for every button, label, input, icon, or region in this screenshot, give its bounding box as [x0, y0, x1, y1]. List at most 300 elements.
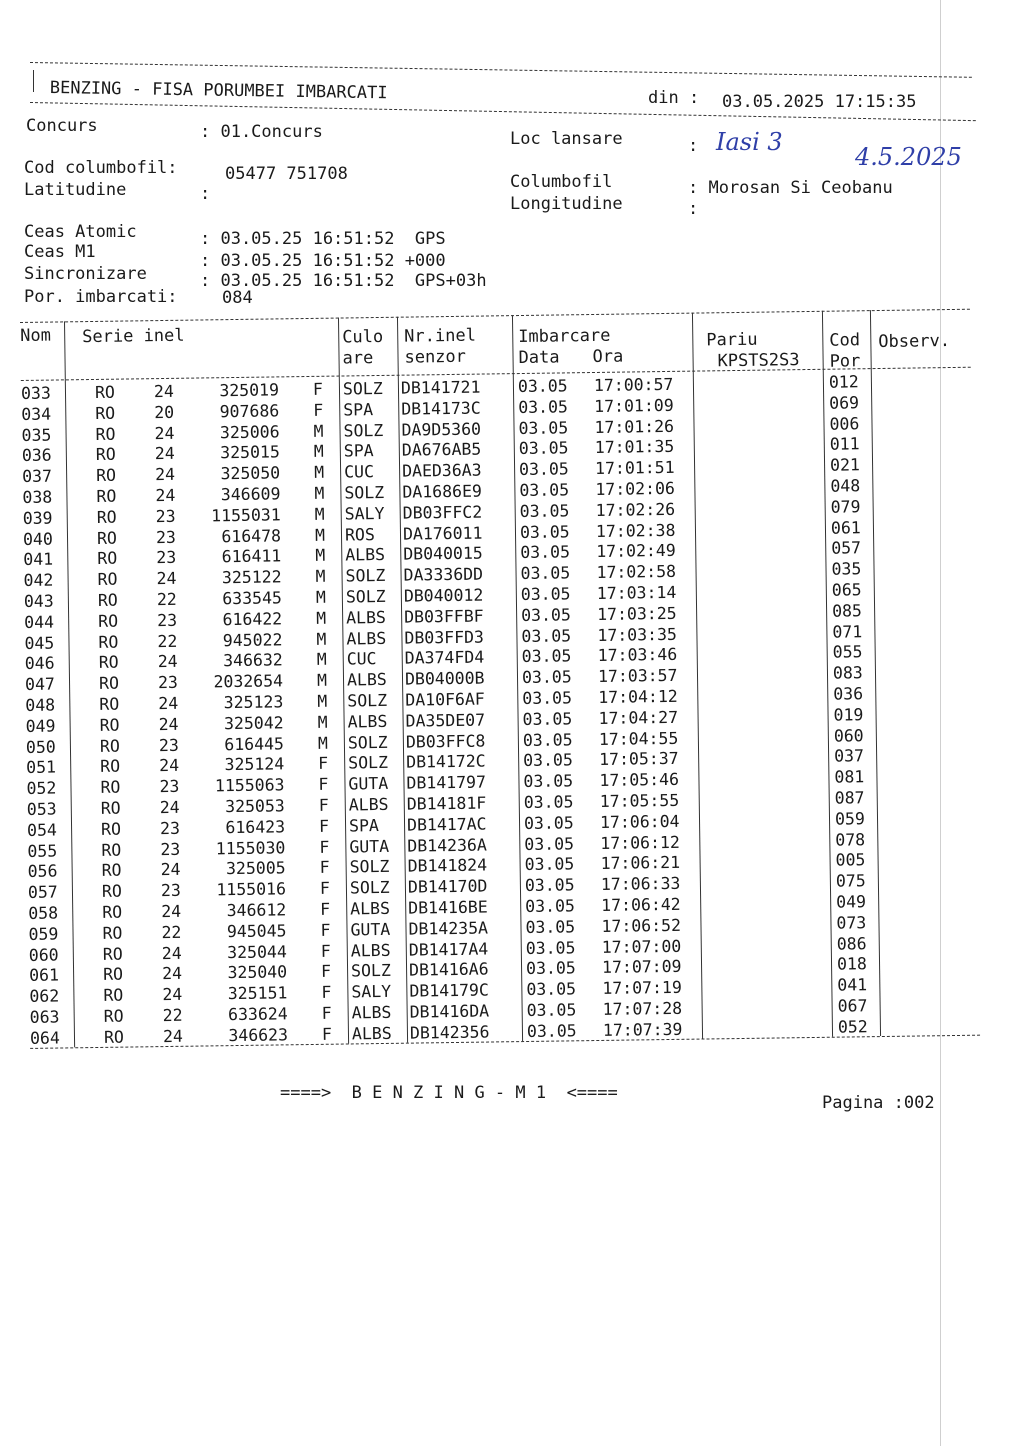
- row-ring-number: 633624: [227, 1004, 288, 1025]
- row-sensor: DB040012: [403, 585, 484, 606]
- row-sex: M: [316, 608, 327, 628]
- row-date: 03.05: [521, 625, 572, 646]
- row-color: SOLZ: [349, 878, 390, 898]
- print-date-value: 03.05.2025 17:15:35: [722, 92, 917, 112]
- row-nom: 035: [21, 425, 52, 445]
- row-nom: 061: [28, 965, 60, 986]
- row-sensor: DB03FFC2: [402, 502, 483, 523]
- footer-banner: ====> B E N Z I N G - M 1 <====: [280, 1083, 618, 1103]
- row-time: 17:03:46: [597, 645, 678, 666]
- row-nom: 048: [25, 695, 56, 715]
- columbofil-label: Columbofil: [510, 172, 613, 192]
- row-sensor: DA176011: [402, 523, 483, 544]
- row-year: 23: [156, 548, 177, 568]
- row-country: RO: [98, 653, 119, 673]
- row-color: SOLZ: [342, 378, 383, 399]
- row-country: RO: [95, 445, 116, 465]
- row-date: 03.05: [523, 813, 574, 833]
- ceas-atomic-label: Ceas Atomic: [24, 222, 137, 242]
- row-nom: 055: [27, 841, 58, 861]
- row-ring-number: 325042: [223, 713, 284, 733]
- row-year: 23: [160, 839, 181, 859]
- row-color: ALBS: [347, 711, 388, 732]
- row-date: 03.05: [522, 729, 573, 750]
- row-year: 22: [162, 1005, 183, 1026]
- row-nom: 045: [24, 633, 55, 653]
- row-nom: 060: [28, 945, 59, 965]
- row-sensor: DAED36A3: [401, 460, 482, 481]
- row-color: ALBS: [351, 1002, 392, 1023]
- row-time: 17:04:27: [598, 707, 679, 728]
- row-country: RO: [99, 694, 120, 714]
- row-year: 24: [159, 756, 180, 776]
- row-cod-por: 036: [833, 684, 864, 704]
- row-country: RO: [103, 1006, 124, 1026]
- row-year: 20: [154, 402, 175, 422]
- row-nom: 051: [26, 757, 57, 778]
- latitudine-sep: :: [200, 184, 211, 204]
- col-header-ora: Ora: [592, 346, 624, 368]
- row-time: 17:02:58: [596, 562, 677, 583]
- row-time: 17:07:00: [601, 936, 682, 957]
- row-country: RO: [98, 673, 120, 694]
- row-sensor: DA9D5360: [401, 419, 482, 440]
- row-time: 17:05:55: [599, 790, 680, 811]
- row-year: 22: [157, 631, 178, 651]
- row-color: GUTA: [349, 836, 390, 857]
- row-sensor: DB03FFD3: [404, 627, 485, 648]
- row-time: 17:01:51: [594, 458, 675, 479]
- row-sensor: DB04000B: [404, 668, 485, 689]
- row-sensor: DB1417A4: [408, 939, 489, 960]
- row-sex: M: [313, 421, 324, 441]
- row-sensor: DB141721: [400, 377, 481, 398]
- col-header-observ: Observ.: [878, 331, 951, 353]
- row-cod-por: 048: [830, 476, 861, 496]
- row-nom: 043: [23, 591, 54, 611]
- row-country: RO: [100, 777, 121, 798]
- row-cod-por: 018: [836, 954, 867, 975]
- row-color: ALBS: [350, 898, 391, 919]
- row-country: RO: [100, 798, 121, 818]
- row-country: RO: [97, 590, 118, 610]
- row-time: 17:02:26: [595, 499, 676, 520]
- row-year: 23: [155, 527, 177, 547]
- row-color: SPA: [343, 399, 374, 420]
- row-ring-number: 616478: [221, 525, 282, 546]
- row-sex: M: [316, 670, 328, 691]
- col-header-serie: Serie inel: [82, 325, 185, 348]
- row-year: 24: [160, 860, 181, 880]
- row-color: SOLZ: [344, 482, 385, 503]
- row-cod-por: 059: [834, 809, 865, 829]
- row-color: ALBS: [351, 1023, 392, 1044]
- row-time: 17:02:38: [595, 520, 676, 541]
- row-time: 17:03:25: [597, 603, 677, 624]
- row-color: SALY: [351, 982, 392, 1002]
- row-ring-number: 616423: [225, 817, 286, 837]
- row-cod-por: 041: [837, 975, 868, 995]
- row-color: SOLZ: [345, 586, 386, 607]
- row-country: RO: [98, 632, 119, 652]
- row-time: 17:06:04: [599, 811, 680, 832]
- row-time: 17:06:33: [600, 874, 681, 895]
- col-header-culo: Culo: [342, 326, 384, 348]
- row-date: 03.05: [523, 750, 573, 771]
- row-year: 24: [157, 652, 178, 672]
- row-sensor: DB14181F: [406, 793, 487, 814]
- row-ring-number: 616445: [224, 733, 285, 754]
- row-ring-number: 346609: [220, 484, 281, 505]
- row-country: RO: [99, 715, 120, 735]
- row-country: RO: [97, 549, 118, 569]
- row-sex: M: [313, 442, 324, 462]
- row-cod-por: 083: [832, 663, 863, 683]
- row-ring-number: 325006: [219, 421, 280, 442]
- row-ring-number: 1155030: [215, 837, 286, 858]
- row-color: SOLZ: [345, 566, 386, 586]
- row-color: SOLZ: [350, 961, 391, 981]
- row-nom: 064: [29, 1028, 60, 1048]
- row-date: 03.05: [523, 771, 574, 792]
- row-nom: 044: [24, 612, 55, 632]
- row-date: 03.05: [525, 896, 576, 917]
- columbofil-value: : Morosan Si Ceobanu: [688, 178, 893, 198]
- header-frame-left: [33, 70, 34, 92]
- ceas-m1-value: : 03.05.25 16:51:52 +000: [200, 251, 446, 271]
- row-sex: M: [315, 587, 326, 607]
- longitudine-sep: :: [688, 199, 699, 219]
- row-cod-por: 012: [828, 372, 859, 392]
- row-country: RO: [96, 486, 117, 506]
- row-country: RO: [99, 736, 120, 756]
- row-cod-por: 065: [831, 580, 862, 600]
- row-country: RO: [96, 507, 117, 527]
- row-sensor: DB14235A: [408, 918, 489, 939]
- row-cod-por: 006: [829, 413, 860, 434]
- row-sex: F: [318, 774, 329, 795]
- row-year: 24: [156, 569, 177, 589]
- row-sex: F: [320, 899, 331, 919]
- row-date: 03.05: [525, 958, 576, 979]
- row-color: ALBS: [345, 545, 386, 565]
- row-time: 17:05:46: [599, 770, 680, 791]
- row-country: RO: [101, 861, 122, 881]
- row-sex: F: [318, 816, 330, 836]
- row-country: RO: [102, 902, 123, 922]
- row-sensor: DB14173C: [401, 398, 481, 419]
- row-year: 23: [155, 506, 176, 526]
- row-country: RO: [102, 923, 123, 943]
- row-country: RO: [101, 840, 122, 860]
- col-header-cod: Cod: [829, 330, 861, 351]
- row-sensor: DB142356: [409, 1022, 490, 1043]
- loc-lansare-sep: :: [688, 136, 699, 156]
- row-ring-number: 346612: [226, 900, 287, 921]
- row-time: 17:05:37: [599, 749, 679, 770]
- handwritten-date: 4.5.2025: [855, 143, 962, 171]
- row-year: 24: [161, 901, 182, 922]
- sincronizare-label: Sincronizare: [24, 264, 147, 284]
- row-sex: F: [320, 920, 331, 940]
- row-cod-por: 060: [833, 725, 864, 746]
- col-header-nrinel: Nr.inel: [404, 325, 477, 347]
- row-year: 23: [157, 610, 178, 630]
- row-cod-por: 069: [829, 393, 860, 413]
- row-nom: 056: [27, 861, 58, 882]
- row-time: 17:01:09: [594, 395, 674, 416]
- row-date: 03.05: [522, 688, 573, 709]
- row-nom: 047: [24, 674, 56, 695]
- latitudine-label: Latitudine: [24, 180, 127, 200]
- row-color: GUTA: [350, 919, 391, 940]
- row-sensor: DA3336DD: [403, 564, 484, 585]
- row-cod-por: 085: [831, 601, 863, 621]
- row-year: 24: [161, 943, 182, 963]
- row-sex: F: [320, 941, 331, 961]
- row-sex: F: [319, 837, 330, 857]
- row-sex: F: [319, 878, 331, 899]
- row-time: 17:07:19: [602, 978, 682, 999]
- row-color: ALBS: [346, 670, 387, 690]
- row-time: 17:06:12: [600, 832, 680, 853]
- row-year: 24: [155, 485, 176, 506]
- row-cod-por: 052: [837, 1017, 868, 1037]
- row-time: 17:01:26: [594, 416, 675, 437]
- row-ring-number: 907686: [219, 401, 280, 422]
- ceas-atomic-value: : 03.05.25 16:51:52 GPS: [200, 229, 446, 249]
- concurs-value: : 01.Concurs: [200, 122, 323, 142]
- row-nom: 037: [22, 466, 53, 487]
- col-header-pariu: Pariu: [706, 329, 758, 351]
- row-color: SOLZ: [347, 690, 388, 711]
- row-nom: 058: [28, 903, 59, 923]
- row-color: SOLZ: [343, 420, 384, 441]
- row-sex: F: [320, 962, 332, 982]
- row-sensor: DA374FD4: [404, 647, 485, 669]
- row-sex: F: [321, 1003, 332, 1023]
- row-sex: F: [318, 754, 329, 774]
- row-year: 24: [162, 1026, 183, 1046]
- row-cod-por: 079: [830, 497, 861, 517]
- row-sensor: DB14170D: [407, 876, 488, 897]
- row-sex: F: [321, 982, 332, 1003]
- row-sex: M: [314, 525, 326, 545]
- row-date: 03.05: [518, 459, 569, 480]
- report-title: BENZING - FISA PORUMBEI IMBARCATI: [49, 78, 388, 104]
- row-cod-por: 055: [832, 642, 863, 663]
- row-nom: 054: [26, 820, 58, 840]
- row-ring-number: 346632: [223, 650, 283, 671]
- row-nom: 062: [29, 986, 60, 1007]
- row-nom: 034: [21, 404, 52, 424]
- row-country: RO: [94, 382, 115, 402]
- row-sex: M: [314, 504, 325, 524]
- row-nom: 063: [29, 1007, 60, 1027]
- row-year: 23: [159, 818, 181, 838]
- row-country: RO: [95, 424, 116, 444]
- row-time: 17:07:09: [601, 957, 682, 978]
- page-number: Pagina :002: [822, 1093, 935, 1113]
- row-country: RO: [96, 465, 117, 486]
- row-cod-por: 035: [831, 559, 862, 579]
- row-year: 22: [156, 589, 177, 610]
- row-ring-number: 325050: [220, 463, 281, 484]
- row-year: 24: [155, 465, 176, 485]
- por-imbarcati-value: 084: [222, 288, 253, 308]
- row-time: 17:03:14: [596, 582, 677, 603]
- cod-columbofil-value: 05477 751708: [225, 164, 348, 184]
- row-nom: 038: [22, 487, 53, 507]
- row-ring-number: 325053: [225, 796, 285, 817]
- row-sex: M: [316, 629, 327, 649]
- row-ring-number: 1155031: [211, 505, 281, 526]
- row-time: 17:02:49: [596, 541, 676, 562]
- col-header-senzor: senzor: [404, 346, 467, 368]
- row-ring-number: 2032654: [213, 671, 284, 692]
- row-sex: F: [312, 379, 324, 399]
- row-time: 17:04:55: [598, 728, 679, 749]
- row-date: 03.05: [523, 792, 574, 813]
- row-sensor: DA10F6AF: [405, 689, 485, 710]
- row-color: CUC: [346, 649, 377, 669]
- longitudine-label: Longitudine: [510, 194, 623, 214]
- row-sensor: DA676AB5: [401, 439, 482, 461]
- row-date: 03.05: [525, 917, 576, 937]
- row-date: 03.05: [526, 1021, 577, 1041]
- col-header-por: Por: [829, 351, 861, 372]
- row-ring-number: 1155063: [214, 775, 285, 796]
- row-year: 23: [158, 735, 179, 755]
- row-sensor: DB14172C: [406, 751, 486, 773]
- row-year: 23: [160, 880, 181, 901]
- ceas-m1-label: Ceas M1: [24, 242, 96, 262]
- row-nom: 049: [25, 716, 56, 736]
- cod-columbofil-label: Cod columbofil:: [24, 158, 178, 178]
- row-date: 03.05: [525, 937, 576, 958]
- row-nom: 053: [26, 799, 57, 819]
- row-color: SOLZ: [349, 857, 390, 877]
- row-nom: 042: [23, 570, 54, 591]
- row-nom: 050: [25, 737, 56, 757]
- row-sensor: DB141797: [406, 772, 487, 793]
- row-cod-por: 075: [835, 871, 866, 891]
- row-ring-number: 325122: [221, 567, 282, 588]
- row-country: RO: [97, 569, 118, 590]
- row-year: 24: [158, 693, 179, 714]
- row-date: 03.05: [518, 417, 569, 438]
- row-year: 23: [159, 777, 180, 797]
- row-date: 03.05: [519, 521, 570, 542]
- row-color: GUTA: [348, 774, 389, 794]
- row-date: 03.05: [524, 875, 575, 896]
- row-sensor: DB1416A6: [408, 959, 489, 981]
- row-sex: M: [317, 733, 328, 753]
- row-ring-number: 325124: [224, 754, 285, 775]
- row-date: 03.05: [520, 584, 571, 605]
- row-nom: 033: [20, 383, 51, 403]
- row-color: SALY: [344, 503, 385, 524]
- row-sex: M: [313, 462, 325, 483]
- concurs-label: Concurs: [26, 116, 98, 136]
- col-header-data: Data: [518, 347, 560, 369]
- row-sensor: DB03FFC8: [405, 731, 486, 752]
- row-ring-number: 325019: [219, 380, 280, 401]
- row-sensor: DB1416DA: [409, 1001, 490, 1022]
- row-country: RO: [102, 944, 123, 964]
- row-time: 17:02:06: [595, 478, 676, 499]
- row-cod-por: 011: [829, 434, 860, 455]
- row-year: 23: [157, 673, 179, 693]
- row-color: ALBS: [346, 607, 387, 628]
- row-color: ALBS: [346, 628, 387, 649]
- row-time: 17:03:57: [597, 666, 678, 687]
- row-country: RO: [100, 819, 122, 839]
- row-sex: F: [318, 795, 329, 815]
- row-year: 24: [153, 381, 174, 402]
- row-country: RO: [100, 757, 121, 777]
- row-ring-number: 325123: [223, 692, 284, 713]
- row-cod-por: 086: [836, 933, 867, 954]
- row-ring-number: 346623: [228, 1025, 289, 1045]
- row-date: 03.05: [520, 563, 571, 584]
- row-cod-por: 078: [835, 829, 866, 850]
- row-sensor: DB14236A: [407, 835, 487, 856]
- row-cod-por: 087: [834, 788, 865, 808]
- row-cod-por: 005: [835, 850, 866, 871]
- row-sex: M: [315, 546, 326, 566]
- row-country: RO: [102, 965, 124, 985]
- row-sex: M: [316, 650, 327, 670]
- row-ring-number: 945045: [226, 921, 287, 941]
- row-country: RO: [95, 403, 116, 423]
- row-color: SOLZ: [348, 753, 389, 773]
- row-date: 03.05: [526, 1000, 577, 1020]
- row-date: 03.05: [522, 709, 573, 729]
- row-date: 03.05: [521, 667, 572, 688]
- row-ring-number: 616411: [221, 546, 282, 567]
- por-imbarcati-label: Por. imbarcati:: [24, 287, 178, 307]
- row-ring-number: 325044: [227, 941, 287, 962]
- row-date: 03.05: [519, 480, 570, 501]
- row-date: 03.05: [526, 979, 577, 1000]
- row-time: 17:06:21: [600, 853, 681, 874]
- row-date: 03.05: [520, 542, 571, 563]
- row-cod-por: 073: [836, 913, 867, 933]
- row-sensor: DB03FFBF: [404, 606, 484, 627]
- row-year: 24: [159, 797, 180, 818]
- row-time: 17:07:28: [602, 998, 683, 1019]
- row-cod-por: 067: [837, 996, 868, 1016]
- row-cod-por: 061: [830, 517, 861, 538]
- row-sex: F: [321, 1024, 333, 1044]
- row-time: 17:06:52: [601, 915, 682, 936]
- row-cod-por: 037: [834, 746, 865, 767]
- row-time: 17:00:57: [593, 374, 674, 395]
- row-sensor: DB14179C: [409, 980, 489, 1001]
- sincronizare-value: : 03.05.25 16:51:52 GPS+03h: [200, 271, 487, 291]
- row-sex: F: [319, 858, 330, 878]
- row-sensor: DB141824: [407, 855, 488, 877]
- row-color: ALBS: [350, 940, 391, 961]
- row-color: ALBS: [348, 794, 389, 815]
- row-ring-number: 633545: [222, 588, 283, 609]
- row-ring-number: 1155016: [216, 879, 287, 900]
- row-ring-number: 616422: [222, 609, 283, 629]
- row-year: 24: [154, 423, 175, 443]
- row-date: 03.05: [521, 605, 571, 625]
- row-color: SPA: [343, 441, 374, 461]
